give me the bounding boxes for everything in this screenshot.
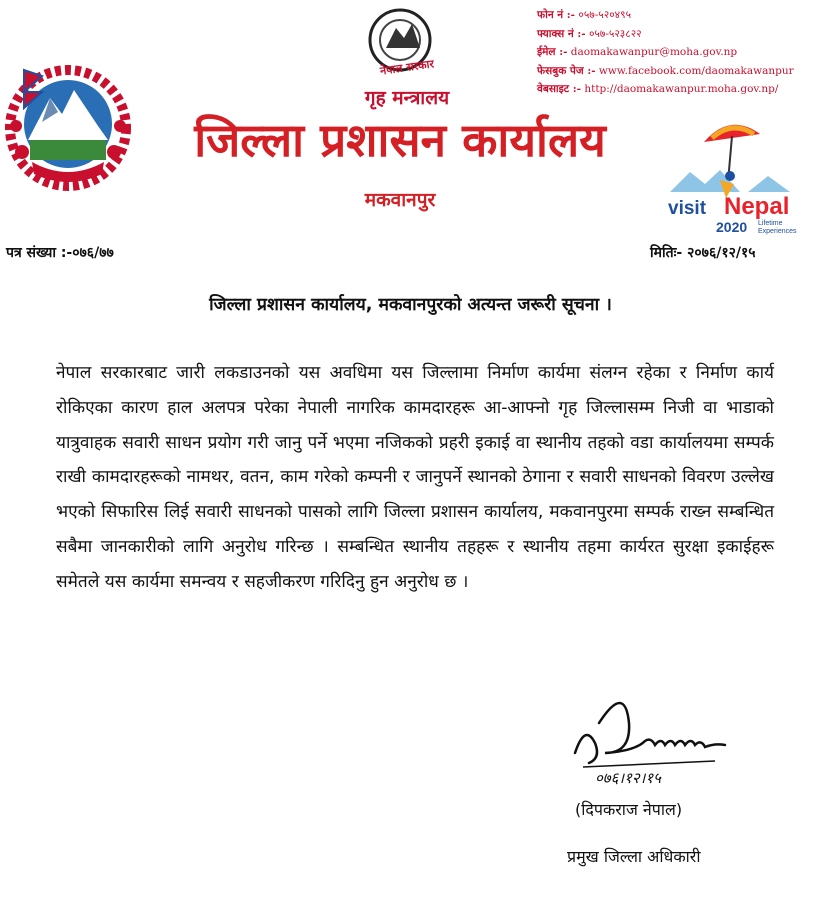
website-label: वेबसाइट :- [537,83,581,95]
visit-text: visit [668,198,707,219]
tagline2-text: Experiences [758,228,797,235]
signed-date: ०७६।१२।१५ [595,769,661,787]
letter-body: नेपाल सरकारबाट जारी लकडाउनको यस अवधिमा यस जिल्लामा निर्माण कार्यमा संलग्न रहेका र निर्माण कार्य रोकिएका कारण हाल अलपत्र परेका नेपाली नागरिक कामदारहरू आ-आफ्नो गृह जिल्लासम्म निजी वा भाडाको यात्रुवाहक सवारी साधन प्रयोग गरी जानु पर्ने भएमा नजिकको प्रहरी इकाई वा स्थानीय तहको वडा कार्यालयमा सम्पर्क राखी कामदारहरूको नामथर, वतन, काम गरेको कम्पनी र जानुपर्ने स्थानको ठेगाना र सवारी साधनको विवरण उल्लेख भएको सिफारिस लिई सवारी साधनको पासको लागि जिल्ला प्रशासन कार्यालय, मकवानपुरमा सम्पर्क राख्न सम्बन्धित सबैमा जानकारीको लागि अनुरोध गरिन्छ । सम्बन्धित स्थानीय तहहरू र स्थानीय तहमा कार्यरत सुरक्षा इकाईहरू समेतले यस कार्यमा समन्वय र सहजीकरण गरिदिनु हुन अनुरोध छ । [56,363,774,592]
email-value[interactable]: daomakawanpur@moha.gov.np [570,46,738,58]
facebook-label: फेसबुक पेज :- [537,64,596,77]
signature-icon [565,683,765,793]
contact-block [537,6,819,99]
year-text: 2020 [716,219,748,235]
ministry-name: गृह मन्त्रालय [364,87,450,109]
visit-nepal-logo-icon [660,112,810,240]
contact-facebook-row [537,62,819,81]
fax-value: ०५७-५२३८२२ [588,27,642,40]
nepal-text: Nepal [724,193,790,220]
signatory-name: (दिपकराज नेपाल) [575,800,683,819]
facebook-link[interactable]: www.facebook.com/daomakawanpur [598,64,794,77]
fax-label: फ्याक्स नं :- [537,27,586,40]
phone-label: फोन नं :- [537,9,576,21]
letter-ref-number: पत्र संख्या :-०७६/७७ [6,245,114,261]
office-title: जिल्ला प्रशासन कार्यालय [194,113,606,167]
signatory-title: प्रमुख जिल्ला अधिकारी [567,847,701,866]
tagline1-text: Lifetime [758,220,783,227]
contact-email-row [537,43,819,62]
contact-website-row [537,80,819,99]
letter-date: मितिः- २०७६/१२/१५ [650,245,756,261]
letter-subject: जिल्ला प्रशासन कार्यालय, मकवानपुरको अत्यन्त जरूरी सूचना । [209,295,612,315]
contact-fax-row [537,25,819,44]
phone-value: ०५७-५२०४९५ [578,9,632,21]
email-label: ईमेल :- [537,46,568,58]
website-link[interactable]: http://daomakawanpur.moha.gov.np/ [584,83,779,95]
contact-phone-row [537,6,819,25]
national-emblem-icon [2,62,134,192]
office-district: मकवानपुर [364,189,436,211]
seal-subtitle: नेपाल सरकार [379,57,435,78]
